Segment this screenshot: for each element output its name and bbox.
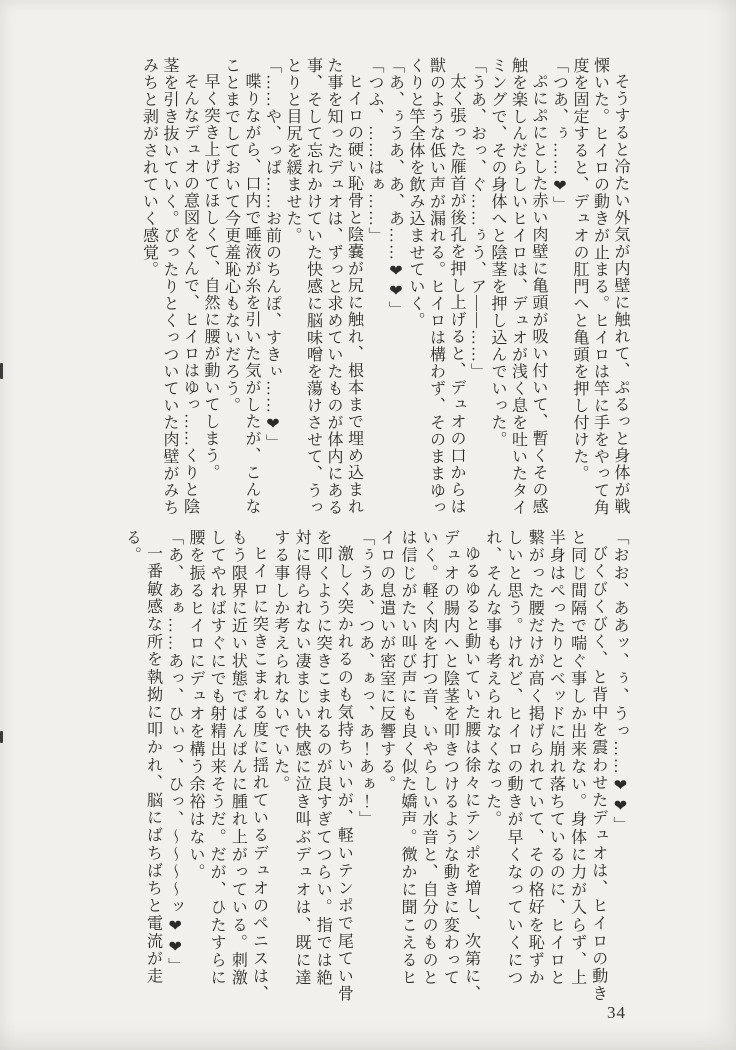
- paragraph: そうすると冷たい外気が内壁に触れて、ぷるっと身体が戦慄いた。ヒイロの動きが止まる。ヒイロは竿に手をやって角度を固定すると、デュオの肛門へと亀頭を押し付けた。: [571, 57, 629, 516]
- paragraph: 「あ、ぅうあ、あ、あ……❤❤」: [386, 57, 404, 318]
- paragraph: 「……や、っぱ……お前のちんぽ、すきぃ……❤」: [263, 57, 281, 451]
- paragraph: 喋りながら、口内で唾液が糸を引いた気がしたが、こんなことまでしておいて今更羞恥心もないだろう。: [222, 57, 260, 515]
- paragraph: 「つあ、ぅ……❤」: [550, 57, 568, 213]
- paragraph: 激しく突かれるのも気持ちいいが、軽いテンポで尾てい骨を叩くように突きこまれるのが良すぎてつらい。指では絶対に得られない凄まじい快感に泣き叫ぶデュオは、既に達する事しか考えられないでいた。: [271, 529, 353, 1003]
- paragraph: 「おお、ああッ、ぅ、うっ……❤❤」: [611, 529, 628, 835]
- scan-artifact: [0, 363, 3, 379]
- paragraph: 「うあ、おっ、ぐ……ぅう、ア――……」: [468, 57, 486, 380]
- paragraph: そんなデュオの意図をくんで、ヒイロはゆっ……くりと陰茎を引き抜いていく。ぴったりとくっついていた肉壁がみちみちと剥がされていく感覚。: [140, 57, 199, 516]
- text-block-top: [138, 57, 630, 516]
- text-block-bottom: [121, 529, 630, 1003]
- paragraph: 一番敏感な所を執拗に叩かれ、脳にばちばちと電流が走る。: [123, 529, 162, 985]
- paragraph: ヒイロの硬い恥骨と陰嚢が尻に触れ、根本まで埋め込まれた事を知ったデュオは、ずっと求めていたものが体内にある事、そして忘れかけていた快感に脳味噌を蕩けさせて、うっとりと目尻を緩ませた。: [284, 57, 363, 516]
- paragraph: 「つふ、……はぁ……」: [366, 57, 383, 244]
- page-number: 34: [607, 1003, 626, 1022]
- paragraph: 「ぅうあ、つあ、ぁっ、あ！あぁ！」: [356, 529, 374, 829]
- paragraph: 早く突き上げてほしくて、自然に腰が動いてしまう。: [202, 73, 219, 481]
- paragraph: ヒイロに突きこまれる度に揺れているデュオのペニスは、もう限界に近い状態でぱんぱんに腫れ上がっている。刺激してやればすぐにでも射精出来そうだ。だが、ひたすらに腰を振るヒイロにデュオを構う余裕はない。: [186, 529, 268, 1003]
- scan-artifact: [0, 731, 3, 743]
- paragraph: 「あ、あぁ……あっ、ひぃっ、ひっ、～～～～ッ❤❤」: [165, 529, 183, 975]
- paragraph: ゆるゆると動いていた腰は徐々にテンポを増し、次第に、デュオの腸内へと陰茎を叩きつけるような動きに変わっていく。軽く肉を打つ音、いやらしい水音と、自分のものとは信じがたい叫び声にも良く似た嬌声。微かに聞こえるヒイロの息遣いが密室に反響する。: [377, 529, 480, 1003]
- paragraph: びくびくびく、と背中を震わせたデュオは、ヒイロの動きと同じ間隔で喘ぐ事しか出来ない。身体に力が入らず、上半身はぺったりとベッドに崩れ落ちているのに、ヒイロと繋がった腰だけが高く掲げられていて、その格好を恥ずかしいと思う。けれど、ヒイロの動きが早くなっていくにつれ、そんな事も考えられなくなった。: [483, 529, 607, 1003]
- paragraph: 太く張った雁首が後孔を押し上げると、デュオの口からは獣のような低い声が漏れる。ヒイロは構わず、そのままゆっくりと竿全体を飲み込ませていく。: [407, 57, 465, 516]
- paragraph: ぷにぷにとした赤い肉壁に亀頭が吸い付いて、暫くその感触を楽しんだらしいヒイロは、デュオが浅く息を吐いたタイミングで、その身体へと陰茎を押し込んでいった。: [489, 57, 547, 516]
